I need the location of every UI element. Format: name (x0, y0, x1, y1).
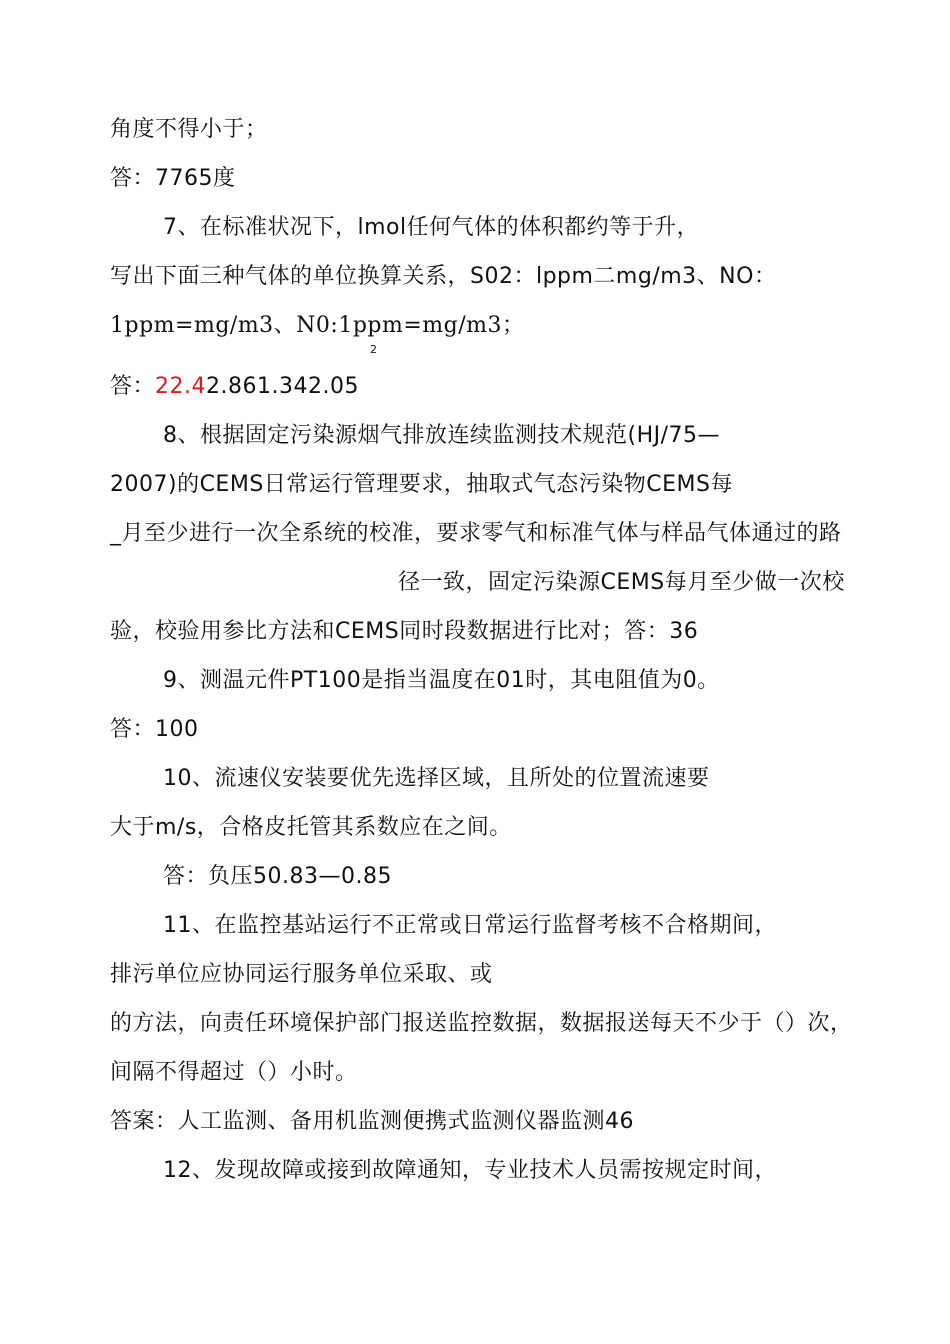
text-line: 的方法，向责任环境保护部门报送监控数据，数据报送每天不少于（）次， (110, 1011, 853, 1036)
text-line: 角度不得小于； (110, 117, 268, 142)
text-line: 1ppm=mg/m3、N0:1ppm=mg/m3； (110, 313, 525, 338)
question-12: 12、发现故障或接到故障通知，专业技术人员需按规定时间， (163, 1158, 777, 1183)
answer-line (110, 372, 359, 402)
question-7: 7、在标准状况下，lmol任何气体的体积都约等于升， (163, 215, 700, 240)
answer-line: 答案：人工监测、备用机监测便携式监测仪器监测46 (110, 1109, 634, 1134)
text-line: 写出下面三种气体的单位换算关系，S02：lppm二mg/m3、NO： (110, 264, 777, 289)
highlighted-answer: 22.4 (155, 374, 206, 399)
question-10: 10、流速仪安装要优先选择区域，且所处的位置流速要 (163, 766, 710, 791)
subscript: 2 (370, 343, 377, 356)
text-line: 径一致，固定污染源CEMS每月至少做一次校 (398, 570, 845, 595)
text-line: 验，校验用参比方法和CEMS同时段数据进行比对；答：36 (110, 619, 699, 644)
answer-line: 答：7765度 (110, 166, 236, 191)
text-line: _月至少进行一次全系统的校准，要求零气和标准气体与样品气体通过的路 (110, 521, 842, 546)
question-11: 11、在监控基站运行不正常或日常运行监督考核不合格期间， (163, 913, 777, 938)
answer-values: 2.861.342.05 (206, 374, 359, 399)
answer-label: 答： (110, 374, 156, 399)
question-8: 8、根据固定污染源烟气排放连续监测技术规范(HJ/75— (163, 423, 721, 448)
text-line: 间隔不得超过（）小时。 (110, 1060, 358, 1085)
answer-line: 答：负压50.83—0.85 (163, 864, 392, 889)
text-line: 排污单位应协同运行服务单位采取、或 (110, 962, 493, 987)
text-line: 2007)的CEMS日常运行管理要求，抽取式气态污染物CEMS每 (110, 472, 733, 497)
text-line: 大于m/s，合格皮托管其系数应在之间。 (110, 815, 512, 840)
answer-line: 答：100 (110, 717, 199, 742)
question-9: 9、测温元件PT100是指当温度在01时，其电阻值为0。 (163, 668, 720, 693)
